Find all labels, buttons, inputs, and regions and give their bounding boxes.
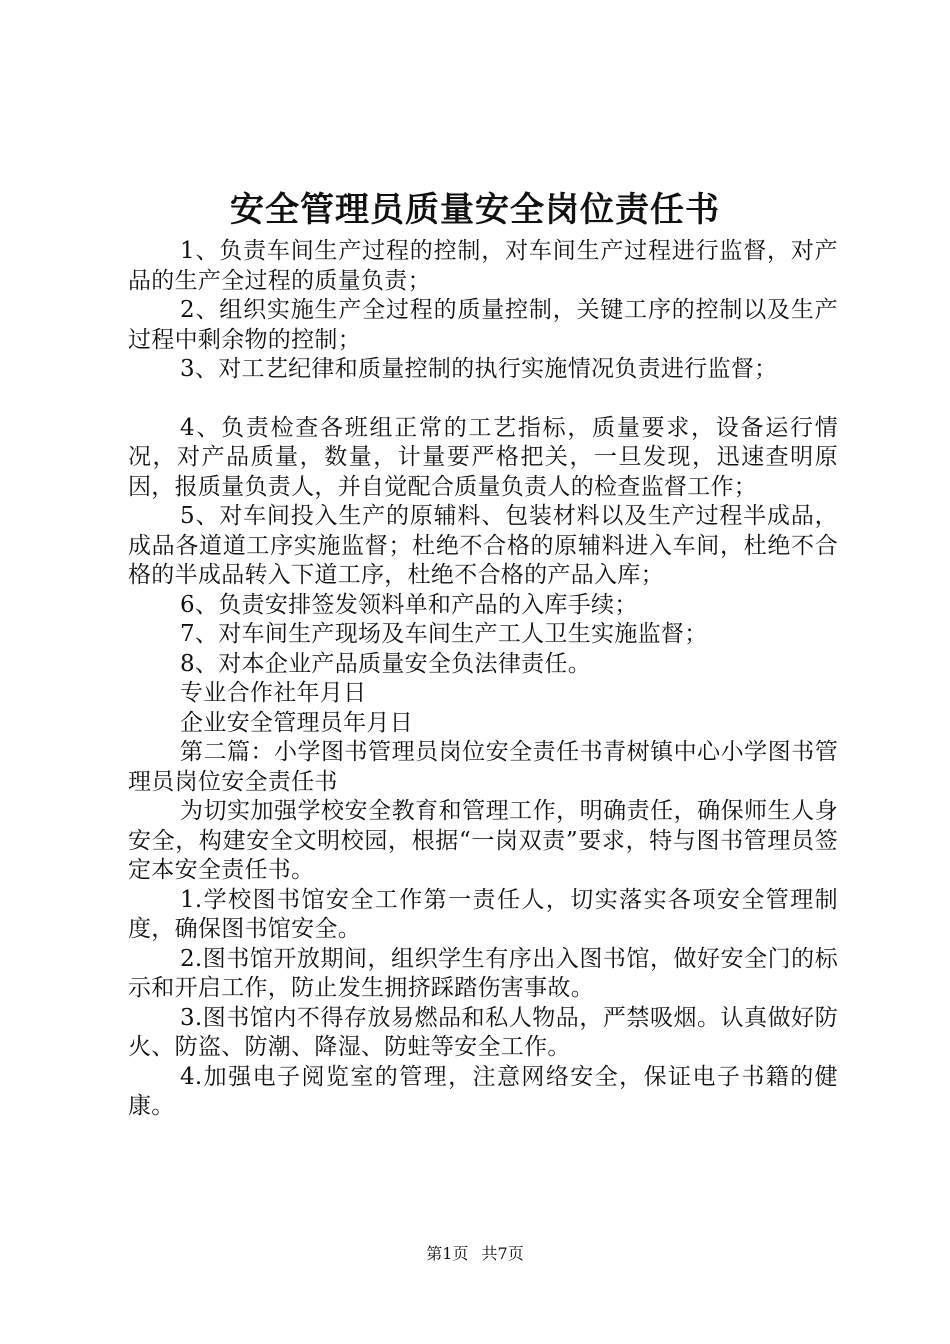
paragraph: 3、对工艺纪律和质量控制的执行实施情况负责进行监督； (180, 356, 778, 382)
paragraph: 2.图书馆开放期间，组织学生有序出入图书馆，做好安全门的标示和开启工作，防止发生拥挤踩踏伤害事故。 (128, 945, 838, 1001)
paragraph: 5、对车间投入生产的原辅料、包装材料以及生产过程半成品，成品各道道工序实施监督；杜绝不合格的原辅料进入车间，杜绝不合格的半成品转入下道工序，杜绝不合格的产品入库； (128, 503, 838, 588)
document-body (128, 237, 838, 1122)
paragraph: 7、对车间生产现场及车间生产工人卫生实施监督； (180, 621, 708, 647)
paragraph: 8、对本企业产品质量安全负法律责任。 (180, 650, 592, 677)
paragraph: 1.学校图书馆安全工作第一责任人，切实落实各项安全管理制度，确保图书馆安全。 (128, 886, 838, 942)
page-number: 第1页 (426, 1244, 469, 1263)
paragraph: 6、负责安排签发领料单和产品的入库手续； (180, 591, 638, 618)
paragraph: 1、负责车间生产过程的控制，对车间生产过程进行监督，对产品的生产全过程的质量负责； (128, 238, 838, 294)
page-total: 共7页 (481, 1244, 524, 1263)
paragraph: 4、负责检查各班组正常的工艺指标，质量要求，设备运行情况，对产品质量，数量，计量要严格把关，一旦发现，迅速查明原因，报质量负责人，并自觉配合质量负责人的检查监督工作； (128, 414, 838, 500)
page-footer (0, 1244, 950, 1264)
paragraph: 2、组织实施生产全过程的质量控制，关键工序的控制以及生产过程中剩余物的控制； (128, 297, 838, 353)
document-title: 安全管理员质量安全岗位责任书 (230, 190, 720, 230)
paragraph: 4.加强电子阅览室的管理，注意网络安全，保证电子书籍的健康。 (128, 1063, 838, 1119)
section-heading: 第二篇：小学图书管理员岗位安全责任书青树镇中心小学图书管理员岗位安全责任书 (128, 739, 838, 795)
signature-line: 专业合作社年月日 (180, 680, 367, 706)
paragraph: 3.图书馆内不得存放易燃品和私人物品，严禁吸烟。认真做好防火、防盗、防潮、降湿、防蛀等安全工作。 (128, 1004, 838, 1060)
paragraph: 为切实加强学校安全教育和管理工作，明确责任，确保师生人身安全，构建安全文明校园，根据“一岗双责”要求，特与图书管理员签定本安全责任书。 (128, 798, 838, 883)
signature-line: 企业安全管理员年月日 (180, 709, 413, 736)
